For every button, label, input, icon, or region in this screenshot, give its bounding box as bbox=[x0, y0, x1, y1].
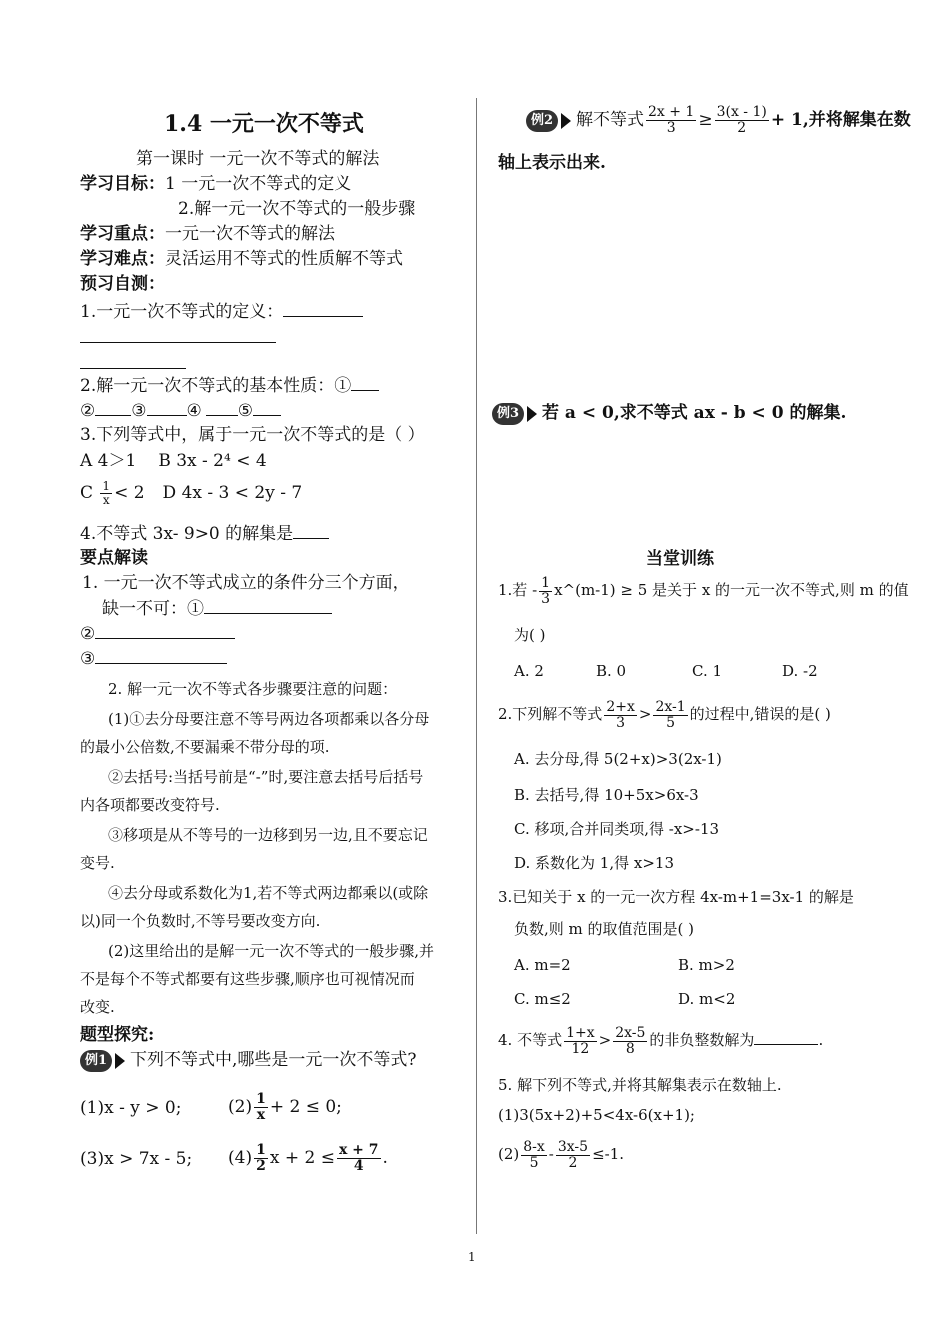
play-arrow-icon bbox=[527, 406, 537, 422]
example-1-text: 下列不等式中,哪些是一元一次不等式? bbox=[130, 1050, 417, 1070]
page-title: 1.4 一元一次不等式 bbox=[164, 111, 364, 137]
goal-1: 1 一元一次不等式的定义 bbox=[165, 174, 352, 194]
answer-blank[interactable] bbox=[95, 399, 131, 416]
preview-q3-options-cd bbox=[80, 480, 302, 507]
fraction: $\frac{1}{3}$ bbox=[541, 574, 551, 607]
keypoint-2-3a: ③移项是从不等号的一边移到另一边,且不要忘记 bbox=[108, 826, 428, 844]
practice-q5: 5. 解下列不等式,并将其解集表示在数轴上. bbox=[498, 1076, 782, 1094]
option-a: A. m=2 bbox=[514, 956, 571, 974]
answer-blank[interactable] bbox=[95, 622, 235, 639]
column-divider bbox=[476, 98, 477, 1234]
keypoint-2-1b: 的最小公倍数,不要漏乘不带分母的项. bbox=[80, 738, 330, 756]
answer-blank[interactable] bbox=[80, 326, 276, 343]
keypoint-2-2b: 内各项都要改变符号. bbox=[80, 796, 220, 814]
example-2-cont: 轴上表示出来. bbox=[498, 153, 606, 173]
fraction: $\frac{2+x}{3}$ bbox=[606, 698, 635, 731]
example-1-item-1: (1)x - y > 0; bbox=[80, 1098, 182, 1118]
practice-q3-options-cd bbox=[514, 988, 735, 1010]
option-d: D. m<2 bbox=[678, 990, 736, 1008]
example-1-item-4: (4) $\frac{1}{2}$ x + 2 ≤ $\frac{x + 7}{4}$ . bbox=[228, 1142, 388, 1174]
example-1-item-2: (2) $\frac{1}{x}$ + 2 ≤ 0; bbox=[228, 1091, 342, 1123]
preview-q1-text: 1.一元一次不等式的定义： bbox=[80, 302, 284, 322]
keypoint-2-5b: 不是每个不等式都要有这些步骤,顺序也可视情况而 bbox=[80, 970, 415, 988]
example-1-badge: 例1 bbox=[80, 1050, 112, 1072]
page-number: 1 bbox=[468, 1250, 476, 1264]
fraction: $\frac{8-x}{5}$ bbox=[523, 1138, 545, 1171]
fraction: $\frac{2x-5}{8}$ bbox=[615, 1024, 646, 1057]
practice-q4: 4. 不等式 $\frac{1+x}{12}$ > $\frac{2x-5}{8}$ 的非负整数解为 . bbox=[498, 1024, 824, 1057]
keypoint-1d bbox=[80, 647, 227, 670]
preview-q3: 3.下列等式中，属于一元一次不等式的是（ ） bbox=[80, 425, 425, 445]
focus-line bbox=[80, 223, 335, 245]
option-a: A. 2 bbox=[514, 662, 544, 680]
option-d: D. -2 bbox=[782, 662, 818, 680]
circle-2: ② bbox=[80, 401, 96, 421]
focus-text: 一元一次不等式的解法 bbox=[165, 224, 335, 244]
option-c: C. 1 bbox=[692, 662, 723, 680]
fraction: $\frac{2x-1}{5}$ bbox=[655, 698, 686, 731]
answer-blank[interactable] bbox=[754, 1028, 818, 1045]
difficulty-line bbox=[80, 248, 403, 270]
play-arrow-icon bbox=[561, 113, 571, 129]
keypoint-1d-text: ③ bbox=[80, 649, 96, 669]
option-b: B. m>2 bbox=[678, 956, 735, 974]
practice-q1-cont: 为( ) bbox=[514, 626, 546, 644]
example-1-item-3: (3)x > 7x - 5; bbox=[80, 1149, 193, 1169]
example-2: 例2 解不等式 $\frac{2x + 1}{3}$ ≥ $\frac{3(x - 1)}{2}$ + 1,并将解集在数 bbox=[526, 98, 911, 142]
practice-q3-options-ab bbox=[514, 954, 735, 976]
preview-q4-text: 4.不等式 3x- 9>0 的解集是 bbox=[80, 524, 294, 544]
circle-3: ③ bbox=[131, 401, 147, 421]
difficulty-text: 灵活运用不等式的性质解不等式 bbox=[165, 249, 403, 269]
fraction: $\frac{1+x}{12}$ bbox=[566, 1024, 595, 1057]
answer-blank[interactable] bbox=[147, 399, 187, 416]
practice-q1-options bbox=[514, 660, 818, 682]
goals-line bbox=[80, 173, 351, 195]
keypoint-2-1a: (1)①去分母要注意不等号两边各项都乘以各分母 bbox=[108, 710, 430, 728]
answer-blank[interactable] bbox=[253, 399, 281, 416]
fraction: $\frac{1}{x}$ bbox=[256, 1091, 266, 1123]
keypoints-label: 要点解读 bbox=[80, 548, 148, 568]
circle-5: ⑤ bbox=[237, 401, 253, 421]
difficulty-label: 学习难点： bbox=[80, 249, 165, 269]
fraction: $\frac{3(x - 1)}{2}$ bbox=[716, 104, 767, 136]
keypoint-2: 2. 解一元一次不等式各步骤要注意的问题： bbox=[108, 680, 398, 698]
answer-blank[interactable] bbox=[351, 374, 379, 391]
fraction: $\frac{1}{2}$ bbox=[256, 1142, 266, 1174]
focus-label: 学习重点： bbox=[80, 224, 165, 244]
example-1 bbox=[80, 1049, 417, 1072]
practice-label: 当堂训练 bbox=[646, 549, 714, 569]
preview-q2 bbox=[80, 374, 379, 397]
example-3-text: 若 a < 0,求不等式 ax - b < 0 的解集. bbox=[542, 403, 847, 423]
goals-label: 学习目标： bbox=[80, 174, 165, 194]
circle-4: ④ bbox=[186, 401, 202, 421]
fraction: $\frac{x + 7}{4}$ bbox=[338, 1142, 379, 1174]
option-b: B 3x - 2⁴ < 4 bbox=[158, 451, 267, 471]
keypoint-2-3b: 变号. bbox=[80, 854, 115, 872]
keypoint-2-5a: (2)这里给出的是解一元一次不等式的一般步骤,并 bbox=[108, 942, 435, 960]
answer-blank[interactable] bbox=[95, 647, 227, 664]
practice-q2-b: B. 去括号,得 10+5x>6x-3 bbox=[514, 786, 699, 804]
fraction: $\frac{2x + 1}{3}$ bbox=[648, 104, 695, 136]
practice-q2-d: D. 系数化为 1,得 x>13 bbox=[514, 854, 674, 872]
option-c-label: C bbox=[80, 483, 94, 503]
example-3-badge: 例3 bbox=[492, 403, 524, 425]
option-c-fraction: $\frac{1}{x}$ bbox=[102, 479, 111, 507]
keypoint-2-4b: 以)同一个负数时,不等号要改变方向. bbox=[80, 912, 321, 930]
fraction: $\frac{3x-5}{2}$ bbox=[557, 1138, 589, 1171]
preview-q2-cont bbox=[80, 399, 281, 422]
lesson-subtitle: 第一课时 一元一次不等式的解法 bbox=[136, 149, 380, 169]
example-2-badge: 例2 bbox=[526, 110, 558, 132]
example-3 bbox=[492, 402, 846, 425]
answer-blank[interactable] bbox=[283, 300, 363, 317]
practice-q1: 1.若 - $\frac{1}{3}$ x^(m-1) ≥ 5 是关于 x 的一元一次不等式,则 m 的值 bbox=[498, 574, 909, 607]
keypoint-1c-text: ② bbox=[80, 624, 96, 644]
goal-2: 2.解一元一次不等式的一般步骤 bbox=[178, 199, 416, 219]
answer-blank[interactable] bbox=[80, 352, 186, 369]
preview-q3-options-ab bbox=[80, 450, 267, 472]
option-a: A 4＞1 bbox=[80, 451, 137, 471]
preview-q4 bbox=[80, 522, 329, 545]
option-b: B. 0 bbox=[596, 662, 627, 680]
explore-label: 题型探究: bbox=[80, 1025, 155, 1045]
keypoint-2-4a: ④去分母或系数化为1,若不等式两边都乘以(或除 bbox=[108, 884, 429, 902]
keypoint-1b bbox=[102, 597, 332, 620]
keypoint-2-5c: 改变. bbox=[80, 998, 115, 1016]
practice-q5-2: (2) $\frac{8-x}{5}$ - $\frac{3x-5}{2}$ ≤-1. bbox=[498, 1138, 625, 1171]
keypoint-2-2a: ②去括号:当括号前是“-”时,要注意去括号后括号 bbox=[108, 768, 424, 786]
keypoint-1a: 1. 一元一次不等式成立的条件分三个方面， bbox=[82, 573, 410, 593]
answer-blank[interactable] bbox=[204, 597, 332, 614]
preview-q1 bbox=[80, 300, 363, 323]
practice-q5-1: (1)3(5x+2)+5<4x-6(x+1); bbox=[498, 1106, 695, 1124]
practice-q3: 3.已知关于 x 的一元一次方程 4x-m+1=3x-1 的解是 bbox=[498, 888, 854, 906]
keypoint-1c bbox=[80, 622, 235, 645]
practice-q2: 2.下列解不等式 $\frac{2+x}{3}$ > $\frac{2x-1}{5}$ 的过程中,错误的是( ) bbox=[498, 698, 831, 731]
play-arrow-icon bbox=[115, 1053, 125, 1069]
answer-blank[interactable] bbox=[206, 399, 238, 416]
option-d: D 4x - 3 < 2y - 7 bbox=[162, 483, 303, 503]
practice-q2-c: C. 移项,合并同类项,得 -x>-13 bbox=[514, 820, 720, 838]
keypoint-1b-text: 缺一不可：① bbox=[102, 599, 204, 619]
answer-blank[interactable] bbox=[293, 522, 329, 539]
option-c-rest: < 2 bbox=[114, 483, 145, 503]
preview-label: 预习自测： bbox=[80, 274, 165, 294]
practice-q3-cont: 负数,则 m 的取值范围是( ) bbox=[514, 920, 695, 938]
option-c: C. m≤2 bbox=[514, 990, 571, 1008]
preview-q2-text: 2.解一元一次不等式的基本性质：① bbox=[80, 376, 352, 396]
practice-q2-a: A. 去分母,得 5(2+x)>3(2x-1) bbox=[514, 750, 722, 768]
